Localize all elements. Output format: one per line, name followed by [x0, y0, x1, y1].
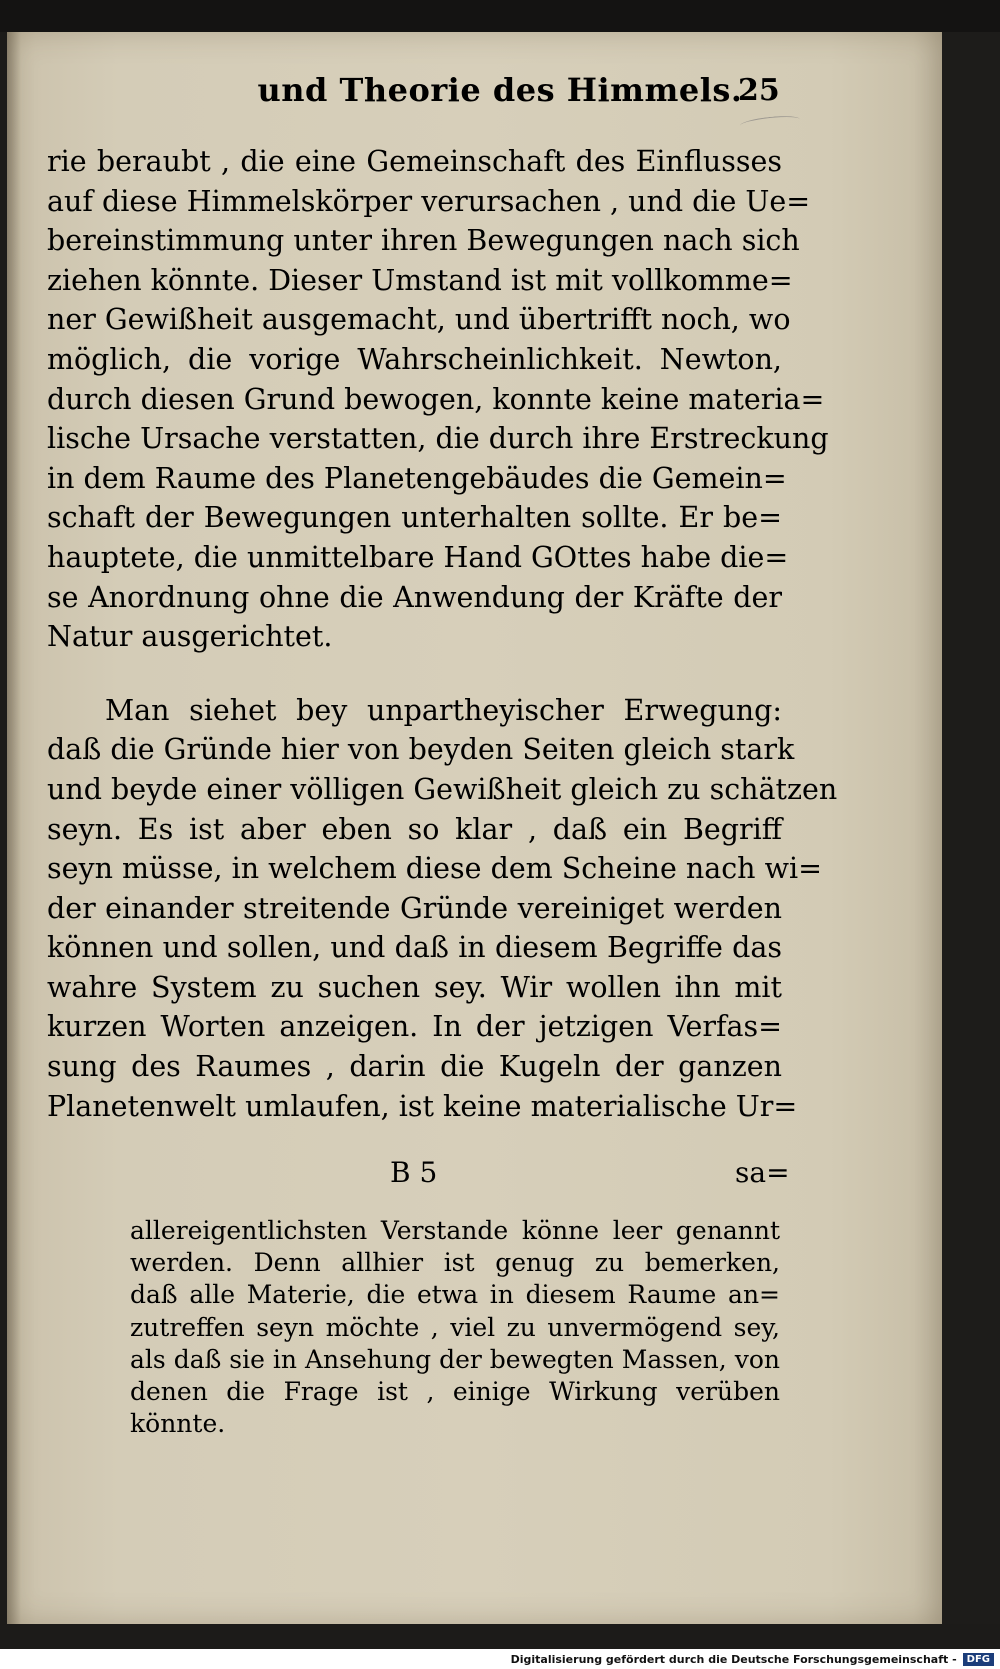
paragraph-gap: [47, 657, 782, 691]
footnote-text: [130, 1215, 780, 1440]
text-line: hauptete, die unmittelbare Hand GOttes habe die=: [47, 540, 789, 574]
page-number: 25: [738, 73, 780, 108]
text-line: bereinstimmung unter ihren Bewegungen nach sich: [47, 224, 800, 258]
text-line: lische Ursache verstatten, die durch ihre Erstreckung: [47, 422, 829, 456]
text-line: Natur ausgerichtet.: [47, 620, 333, 654]
signature-mark: B 5: [390, 1156, 438, 1189]
text-line: der einander streitende Gründe vereiniget werden: [47, 891, 782, 925]
text-line: und beyde einer völligen Gewißheit gleich zu schätzen: [47, 772, 838, 806]
running-head: und Theorie des Himmels.: [257, 71, 743, 109]
text-line: se Anordnung ohne die Anwendung der Kräfte der: [47, 580, 782, 614]
text-line: rie beraubt , die eine Gemeinschaft des Einflusses: [47, 145, 782, 178]
text-line: kurzen Worten anzeigen. In der jetzigen Verfas=: [47, 1010, 782, 1044]
text-line: können und sollen, und daß in diesem Begriffe das: [47, 931, 782, 965]
dfg-logo: DFG: [963, 1653, 994, 1666]
text-line: daß die Gründe hier von beyden Seiten gleich stark: [47, 733, 795, 767]
footnote-line: allereigentlichsten Verstande könne leer genannt: [130, 1216, 780, 1245]
footnote-line: könnte.: [130, 1409, 226, 1439]
footnote-line: daß alle Materie, die etwa in diesem Raume an=: [130, 1280, 780, 1310]
credit-bar: [0, 1649, 1000, 1669]
footnote-line: als daß sie in Ansehung der bewegten Massen, von: [130, 1344, 780, 1374]
text-line: möglich, die vorige Wahrscheinlichkeit. Newton,: [47, 342, 782, 376]
text-line: schaft der Bewegungen unterhalten sollte. Er be=: [47, 501, 782, 535]
scan-right-border: [942, 32, 1000, 1624]
footnote-line: zutreffen seyn möchte , viel zu unvermögend sey,: [130, 1312, 780, 1342]
text-line: durch diesen Grund bewogen, konnte keine materia=: [47, 382, 825, 416]
credit-text: Digitalisierung gefördert durch die Deutsche Forschungsgemeinschaft -: [510, 1652, 957, 1666]
footnote-line: denen die Frage ist , einige Wirkung verüben: [130, 1376, 780, 1406]
text-line: seyn müsse, in welchem diese dem Scheine nach wi=: [47, 852, 822, 886]
text-line: ner Gewißheit ausgemacht, und übertrifft noch, wo: [47, 303, 791, 337]
scan-top-border: [0, 0, 1000, 32]
text-line: sung des Raumes , darin die Kugeln der ganzen: [47, 1050, 782, 1084]
text-line: in dem Raume des Planetengebäudes die Gemein=: [47, 461, 787, 495]
text-line: seyn. Es ist aber eben so klar , daß ein Begriff: [47, 812, 782, 846]
catchword: sa=: [735, 1156, 790, 1189]
text-line: auf diese Himmelskörper verursachen , und die Ue=: [47, 184, 811, 218]
text-line: Planetenwelt umlaufen, ist keine materialische Ur=: [47, 1089, 798, 1123]
text-line: ziehen könnte. Dieser Umstand ist mit vollkomme=: [47, 263, 793, 297]
text-line: wahre System zu suchen sey. Wir wollen ihn mit: [47, 970, 782, 1004]
main-body-text: [47, 142, 838, 1126]
footnote-line: werden. Denn allhier ist genug zu bemerken,: [130, 1248, 780, 1278]
text-line: Man siehet bey unpartheyischer Erwegung:: [105, 693, 782, 727]
